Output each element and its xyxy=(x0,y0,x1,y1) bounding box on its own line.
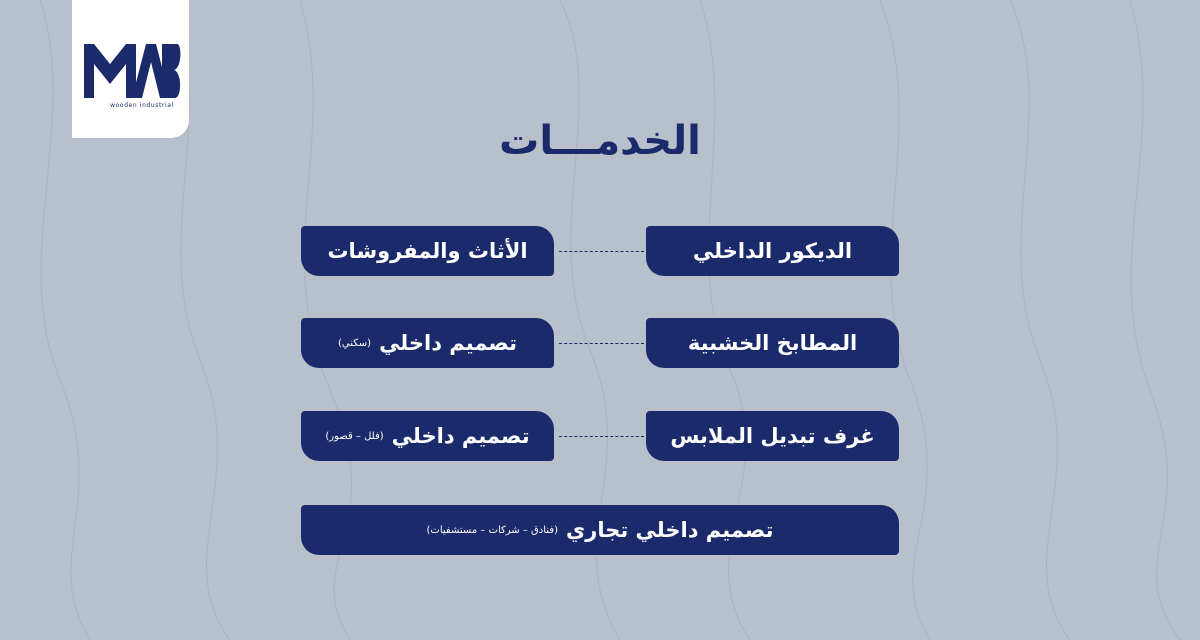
service-label: تصميم داخلي تجاري xyxy=(565,518,774,542)
connector-line xyxy=(559,436,644,437)
service-commercial-design xyxy=(301,505,899,555)
service-villas-design xyxy=(301,411,554,461)
service-interior-decor xyxy=(646,226,899,276)
service-wooden-kitchens xyxy=(646,318,899,368)
service-label: تصميم داخلي xyxy=(391,424,530,448)
service-dressing-rooms xyxy=(646,411,899,461)
service-note: (فلل – قصور) xyxy=(325,430,384,442)
connector-line xyxy=(559,343,644,344)
logo-card xyxy=(72,0,189,138)
service-label: تصميم داخلي xyxy=(379,331,517,355)
logo-tagline: wooden industrial xyxy=(110,102,174,109)
service-residential-design xyxy=(301,318,554,368)
service-label: المطابخ الخشبية xyxy=(687,331,858,355)
mab-logo-icon xyxy=(82,40,182,102)
page-title: الخدمـــات xyxy=(499,118,701,164)
service-note: (فنادق – شركات – مستشفيات) xyxy=(426,524,558,536)
service-label: الديكور الداخلي xyxy=(692,239,853,263)
service-note: (سكني) xyxy=(338,337,372,349)
service-furniture xyxy=(301,226,554,276)
service-label: غرف تبديل الملابس xyxy=(670,424,875,448)
service-label: الأثاث والمفروشات xyxy=(327,239,528,263)
connector-line xyxy=(559,251,644,252)
